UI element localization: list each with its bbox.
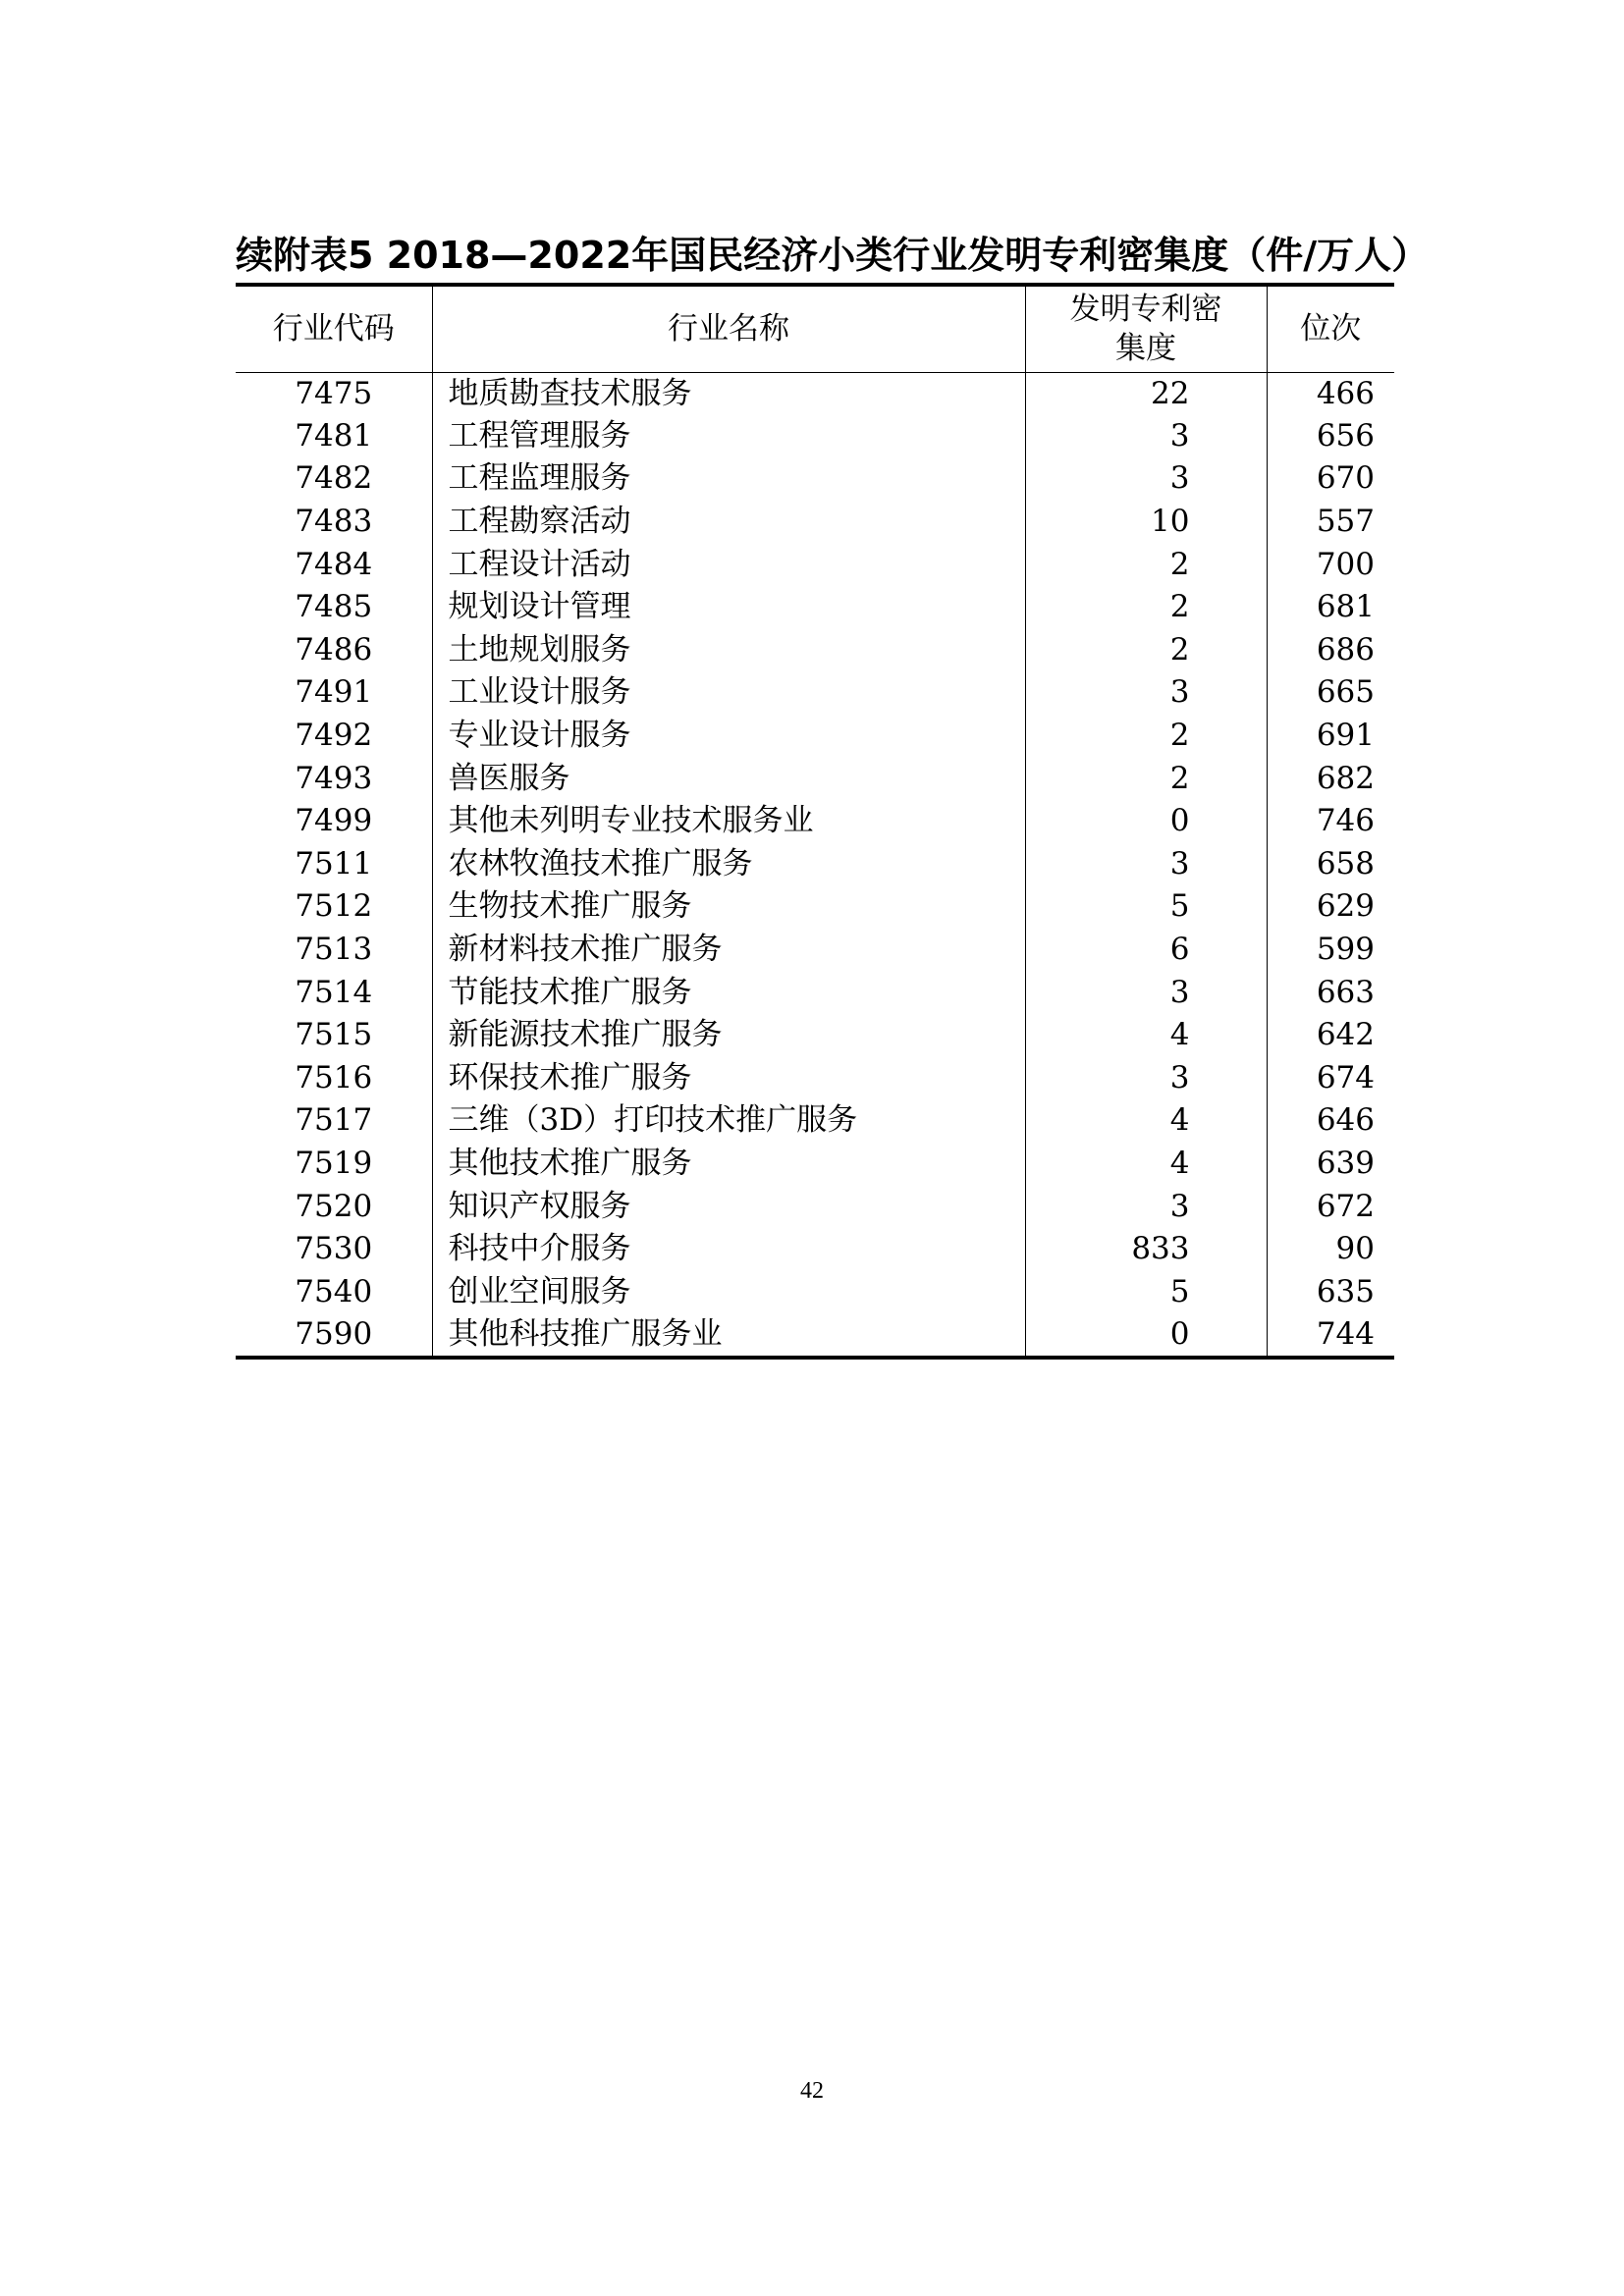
table-row <box>236 501 1394 544</box>
industry-name-cell: 兽医服务 <box>432 757 1025 800</box>
header-industry-code: 行业代码 <box>236 285 432 372</box>
industry-name-cell: 环保技术推广服务 <box>432 1057 1025 1100</box>
table-row <box>236 372 1394 415</box>
table-row <box>236 1270 1394 1313</box>
industry-code-cell: 7491 <box>295 674 373 711</box>
patent-density-cell: 0 <box>1025 800 1267 843</box>
patent-density-cell: 10 <box>1025 501 1267 544</box>
table-row <box>236 1313 1394 1358</box>
table-row <box>236 843 1394 886</box>
rank-cell: 90 <box>1267 1228 1394 1271</box>
industry-name-cell: 规划设计管理 <box>432 586 1025 629</box>
table-body <box>236 372 1394 1358</box>
rank-cell: 642 <box>1267 1014 1394 1057</box>
rank-cell: 681 <box>1267 586 1394 629</box>
table-header-row <box>236 285 1394 372</box>
industry-name-cell: 知识产权服务 <box>432 1185 1025 1228</box>
patent-density-cell: 4 <box>1025 1143 1267 1186</box>
patent-density-cell: 0 <box>1025 1313 1267 1358</box>
patent-density-cell: 3 <box>1025 1185 1267 1228</box>
rank-cell: 682 <box>1267 757 1394 800</box>
rank-cell: 665 <box>1267 671 1394 715</box>
patent-density-cell: 5 <box>1025 1270 1267 1313</box>
industry-code-cell: 7520 <box>295 1188 373 1224</box>
table-row <box>236 671 1394 715</box>
patent-density-cell: 3 <box>1025 971 1267 1014</box>
rank-cell: 670 <box>1267 457 1394 501</box>
rank-cell: 686 <box>1267 629 1394 672</box>
patent-density-cell: 2 <box>1025 586 1267 629</box>
industry-name-cell: 工程管理服务 <box>432 415 1025 458</box>
table-row <box>236 457 1394 501</box>
patent-density-cell: 3 <box>1025 1057 1267 1100</box>
industry-code-cell: 7482 <box>295 460 373 497</box>
industry-name-cell: 地质勘查技术服务 <box>432 372 1025 415</box>
table-row <box>236 543 1394 586</box>
industry-name-cell: 生物技术推广服务 <box>432 885 1025 929</box>
patent-density-cell: 2 <box>1025 629 1267 672</box>
table-row <box>236 586 1394 629</box>
industry-name-cell: 节能技术推广服务 <box>432 971 1025 1014</box>
patent-density-cell: 4 <box>1025 1014 1267 1057</box>
industry-name-cell: 农林牧渔技术推广服务 <box>432 843 1025 886</box>
page-number: 42 <box>800 2078 824 2104</box>
industry-code-cell: 7492 <box>295 718 373 754</box>
industry-code-cell: 7515 <box>295 1017 373 1053</box>
table-row <box>236 415 1394 458</box>
table-row <box>236 1057 1394 1100</box>
industry-name-cell: 创业空间服务 <box>432 1270 1025 1313</box>
industry-code-cell: 7475 <box>295 375 373 411</box>
rank-cell: 466 <box>1267 372 1394 415</box>
industry-code-cell: 7499 <box>295 803 373 839</box>
table-row <box>236 757 1394 800</box>
patent-density-cell: 2 <box>1025 543 1267 586</box>
table-row <box>236 800 1394 843</box>
industry-code-cell: 7540 <box>295 1273 373 1309</box>
patent-density-cell: 2 <box>1025 757 1267 800</box>
industry-name-cell: 工程设计活动 <box>432 543 1025 586</box>
industry-name-cell: 三维（3D）打印技术推广服务 <box>432 1099 1025 1143</box>
table-title: 续附表5 2018—2022年国民经济小类行业发明专利密集度（件/万人） <box>236 234 1430 277</box>
rank-cell: 635 <box>1267 1270 1394 1313</box>
industry-code-cell: 7517 <box>295 1102 373 1139</box>
rank-cell: 658 <box>1267 843 1394 886</box>
rank-cell: 629 <box>1267 885 1394 929</box>
table-row <box>236 1143 1394 1186</box>
rank-cell: 700 <box>1267 543 1394 586</box>
industry-code-cell: 7485 <box>295 589 373 625</box>
industry-name-cell: 科技中介服务 <box>432 1228 1025 1271</box>
industry-code-cell: 7530 <box>295 1231 373 1267</box>
patent-density-cell: 3 <box>1025 843 1267 886</box>
industry-code-cell: 7590 <box>236 1313 432 1358</box>
rank-cell: 557 <box>1267 501 1394 544</box>
patent-density-cell: 3 <box>1025 415 1267 458</box>
patent-density-cell: 833 <box>1025 1228 1267 1271</box>
patent-density-table <box>236 283 1394 1360</box>
header-patent-density: 发明专利密集度 <box>1025 285 1267 372</box>
industry-name-cell: 其他未列明专业技术服务业 <box>432 800 1025 843</box>
rank-cell: 746 <box>1267 800 1394 843</box>
rank-cell: 674 <box>1267 1057 1394 1100</box>
table-row <box>236 885 1394 929</box>
header-industry-name: 行业名称 <box>432 285 1025 372</box>
industry-code-cell: 7486 <box>295 631 373 667</box>
patent-density-cell: 22 <box>1025 372 1267 415</box>
table-row <box>236 715 1394 758</box>
industry-code-cell: 7519 <box>295 1145 373 1181</box>
table-row <box>236 929 1394 972</box>
patent-density-cell: 2 <box>1025 715 1267 758</box>
table-row <box>236 1014 1394 1057</box>
rank-cell: 691 <box>1267 715 1394 758</box>
industry-name-cell: 其他科技推广服务业 <box>432 1313 1025 1358</box>
rank-cell: 656 <box>1267 415 1394 458</box>
industry-code-cell: 7513 <box>295 932 373 968</box>
header-rank: 位次 <box>1267 285 1394 372</box>
industry-name-cell: 新能源技术推广服务 <box>432 1014 1025 1057</box>
industry-code-cell: 7512 <box>295 888 373 925</box>
rank-cell: 646 <box>1267 1099 1394 1143</box>
rank-cell: 672 <box>1267 1185 1394 1228</box>
patent-density-cell: 4 <box>1025 1099 1267 1143</box>
rank-cell: 639 <box>1267 1143 1394 1186</box>
rank-cell: 599 <box>1267 929 1394 972</box>
table-row <box>236 1185 1394 1228</box>
patent-density-cell: 3 <box>1025 457 1267 501</box>
industry-code-cell: 7514 <box>295 974 373 1010</box>
industry-code-cell: 7493 <box>295 760 373 796</box>
table-row <box>236 971 1394 1014</box>
industry-name-cell: 工程勘察活动 <box>432 501 1025 544</box>
rank-cell: 744 <box>1267 1313 1394 1358</box>
patent-density-cell: 6 <box>1025 929 1267 972</box>
industry-name-cell: 其他技术推广服务 <box>432 1143 1025 1186</box>
industry-code-cell: 7483 <box>295 504 373 540</box>
industry-name-cell: 土地规划服务 <box>432 629 1025 672</box>
rank-cell: 663 <box>1267 971 1394 1014</box>
patent-density-cell: 3 <box>1025 671 1267 715</box>
industry-name-cell: 工业设计服务 <box>432 671 1025 715</box>
industry-code-cell: 7484 <box>295 546 373 582</box>
table-row <box>236 1099 1394 1143</box>
industry-name-cell: 新材料技术推广服务 <box>432 929 1025 972</box>
industry-name-cell: 专业设计服务 <box>432 715 1025 758</box>
patent-density-cell: 5 <box>1025 885 1267 929</box>
table-row <box>236 1228 1394 1271</box>
industry-code-cell: 7511 <box>295 845 373 881</box>
industry-code-cell: 7516 <box>295 1059 373 1095</box>
industry-code-cell: 7481 <box>295 417 373 454</box>
table-row <box>236 629 1394 672</box>
industry-name-cell: 工程监理服务 <box>432 457 1025 501</box>
